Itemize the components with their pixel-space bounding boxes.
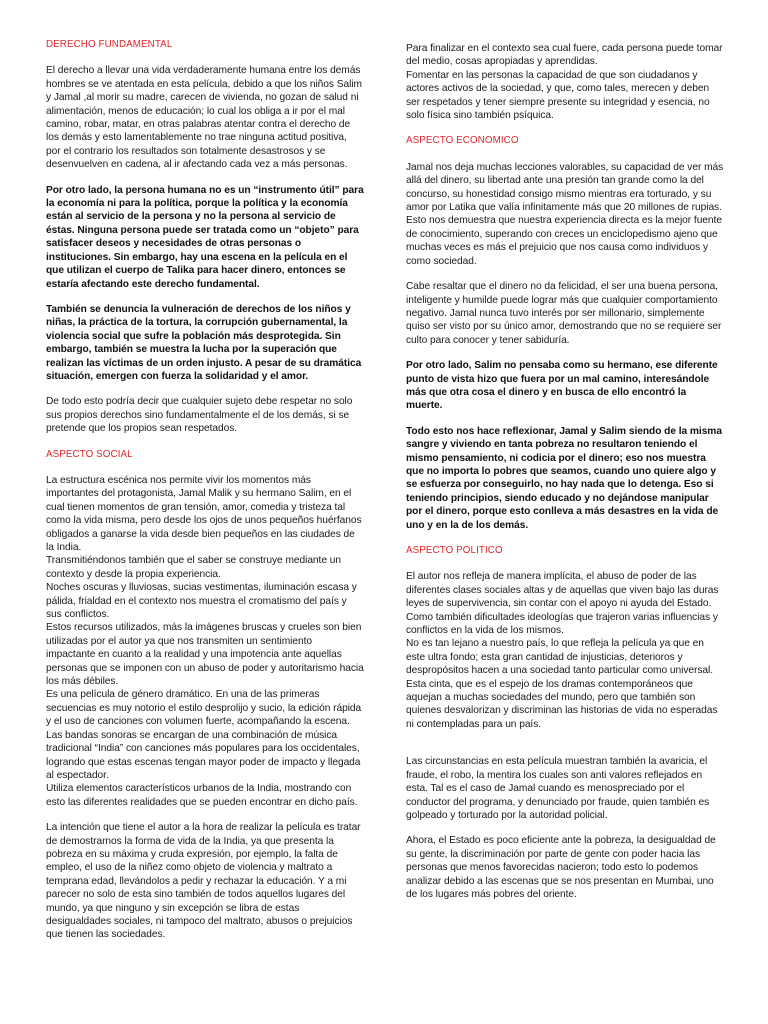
social-paragraph-8: La intención que tiene el autor a la hora de realizar la película es tratar de demostrarnos la forma de vida de la India, ya que presenta la pobreza en su máxima y cruda expresión, por ejemplo, la falta de empleo, el uso de la niñez como objeto de violencia y maltrato a temprana edad, llevándolos a pedir y rechazar la educación. Y a mi parecer no solo de esta sino también de todos aquellos lugares del mundo, ya que ninguno y sin excepción se libra de estas desigualdades sociales, ni tampoco del maltrato, abusos o prejuicios que tienen las sociedades. [46,822,361,941]
final-paragraph-2: Fomentar en las personas la capacidad de que son ciudadanos y actores activos de la sociedad, y que, como tales, merecen y deben ser respetados y tener siempre presente su integridad y esencia, no solo física sino también psíquica. [406,69,710,122]
heading-aspecto-economico: ASPECTO ECONOMICO [406,135,519,147]
heading-aspecto-politico: ASPECTO POLITICO [406,545,503,556]
politico-paragraph-1: El autor nos refleja de manera implícita, el abuso de poder de las diferentes clases sociales altas y de aquellas que viven bajo las duras leyes de supervivencia, sin contar con el apoyo ni ayuda del Estado. [406,571,719,610]
economico-paragraph-2: Esto nos demuestra que nuestra experiencia directa es la mejor fuente de conocimiento, superando con creces un enciclopedismo ajeno que muchas veces es más el prejuicio que nos causa como individuos y como sociedad. [406,215,722,267]
politico-paragraph-2: Como también dificultades ideologías que trajeron varias influencias y conflictos en la vida de los mismos. [406,611,718,637]
politico-paragraph-4: Las circunstancias en esta película muestran también la avaricia, el fraude, el robo, la mentira los cuales son anti valores reflejados en esta. Tal es el caso de Jamal cuando es menospreciado por el conductor del programa, y denunciado por fraude, quien también es golpeado y torturado por la autoridad policial. [406,756,710,821]
social-paragraph-4: Estos recursos utilizados, más la imágenes bruscas y crueles son bien utilizadas por el autor ya que nos transmiten un sentimiento impactante en cuanto a la realidad y una impotencia ante aquellas personas que se imponen con un abuso de poder y autoritarismo hacia los más débiles. [46,622,364,688]
derecho-paragraph-1: El derecho a llevar una vida verdaderamente humana entre los demás hombres se ve atentada en esta película, debido a que los niños Salim y Jamal ,al morir su madre, carecen de vivienda, no gozan de salud ni alimentación, menos de educación; lo cual los obliga a ir por el mal camino, robar, matar, en otras palabras atentar contra el derecho de los demás y esto lamentablemente no trae ninguna actitud positiva, por el contrario los resultados son totalmente desastrosos y se desenvuelven en cadena, al ir afectando cada vez a más personas. [46,65,362,171]
social-paragraph-1: La estructura escénica nos permite vivir los momentos más importantes del protagonista, Jamal Malik y su hermano Salim, en el cual tienen momentos de gran tensión, amor, comedia y tristeza tal como la vida misma, pero desde los ojos de unos pequeños huérfanos obligados a ganarse la vida desde bien pequeños en las ciudades de la India. [46,474,362,553]
heading-aspecto-social: ASPECTO SOCIAL [46,448,133,460]
economico-paragraph-4: Por otro lado, Salim no pensaba como su hermano, ese diferente punto de vista hizo que fuera por un mal camino, interesándole más que otra cosa el dinero y en busca de ello encontró la muerte. [406,360,718,412]
economico-paragraph-5: Todo esto nos hace reflexionar, Jamal y Salim siendo de la misma sangre y viviendo en tanta pobreza no resultaron teniendo el mismo pensamiento, ni codicia por el dinero; eso nos muestra que no importa lo pobres que seamos, cuando uno quiere algo y se esfuerza por conseguirlo, no hay nada que lo detenga. Eso si teniendo principios, siendo educado y no dejándose manipular por el dinero, porque esto conlleva a más desastres en la vida de uno y en la de los demás. [406,425,722,531]
derecho-paragraph-3: También se denuncia la vulneración de derechos de los niños y niñas, la práctica de la tortura, la corrupción gubernamental, la violencia social que sufre la población más desprotegida. Sin embargo, también se muestra la lucha por la superación que realizan las víctimas de un orden injusto. A pesar de su dramática situación, emergen con fuerza la solidaridad y el amor. [46,303,362,382]
right-column [406,42,724,913]
heading-derecho-fundamental: DERECHO FUNDAMENTAL [46,39,173,50]
left-column [46,38,364,954]
politico-paragraph-3: No es tan lejano a nuestro país, lo que refleja la película ya que en este ultra fondo; esta gran cantidad de injusticias, deterioros y despropósitos hacen a una sociedad tanto particular como universal. Esta cinta, que es el espejo de los dramas contemporáneos que aquejan a muchas sociedades del mundo, pero que también son quienes desvalorizan y discriminan las historias de vida no esperadas ni contempladas para un país. [406,638,718,730]
social-paragraph-5: Es una película de género dramático. En una de las primeras secuencias es muy notorio el estilo desprolijo y sucio, la edición rápida y el uso de canciones con volumen fuerte, acompañando la escena. [46,689,362,728]
spacer [406,743,724,755]
final-paragraph-1: Para finalizar en el contexto sea cual fuere, cada persona puede tomar del medio, cosas apropiadas y aprendidas. [406,43,723,68]
derecho-paragraph-4: De todo esto podría decir que cualquier sujeto debe respetar no solo sus propios derechos sino fundamentalmente el de los demás, si se pretende que los propios sean respetados. [46,396,353,435]
politico-paragraph-5: Ahora, el Estado es poco eficiente ante la pobreza, la desigualdad de su gente, la discriminación por parte de gente con poder hacia las personas que menos favorecidas nacieron; todo esto lo podemos analizar debido a las escenas que se nos presentan en Mumbai, uno de los lugares más pobres del oriente. [406,835,716,900]
social-paragraph-6: Las bandas sonoras se encargan de una combinación de música tradicional “India” con canciones más populares para los occidentales, logrando que estas escenas tengan mayor poder de impacto y llegada al espectador. [46,729,361,781]
derecho-paragraph-2: Por otro lado, la persona humana no es un “instrumento útil” para la economía ni para la política, porque la política y la economía están al servicio de la persona y no la persona al servicio de éstas. Ninguna persona puede ser tratada como un “objeto” para satisfacer deseos y necesidades de otras personas o instituciones. Sin embargo, hay una escena en la película en el que utilizan el cuerpo de Talika para hacer dinero, entonces se estaría afectando este derecho fundamental. [46,184,364,290]
social-paragraph-2: Transmitiéndonos también que el saber se construye mediante un contexto y desde la propia experiencia. [46,555,341,580]
social-paragraph-7: Utiliza elementos característicos urbanos de la India, mostrando con esto las diferentes realidades que se pueden encontrar en dicho país. [46,783,358,808]
economico-paragraph-3: Cabe resaltar que el dinero no da felicidad, el ser una buena persona, inteligente y humilde puede lograr más que cualquier comportamiento negativo. Jamal nunca tuvo interés por ser millonario, simplemente quiso ser visto por su único amor, demostrando que no se requiere ser culto para conocer y tener sabiduría. [406,281,722,346]
economico-paragraph-1: Jamal nos deja muchas lecciones valorables, su capacidad de ver más allá del dinero, su libertad ante una presión tan grande como la del concurso, su honestidad consigo mismo mientras era torturado, y su amor por Latika que valía infinitamente más que 20 millones de rupias. [406,161,724,214]
social-paragraph-3: Noches oscuras y lluviosas, sucias vestimentas, iluminación escasa y pálida, frialdad en el contexto nos muestra el cromatismo del país y sus conflictos. [46,582,357,621]
